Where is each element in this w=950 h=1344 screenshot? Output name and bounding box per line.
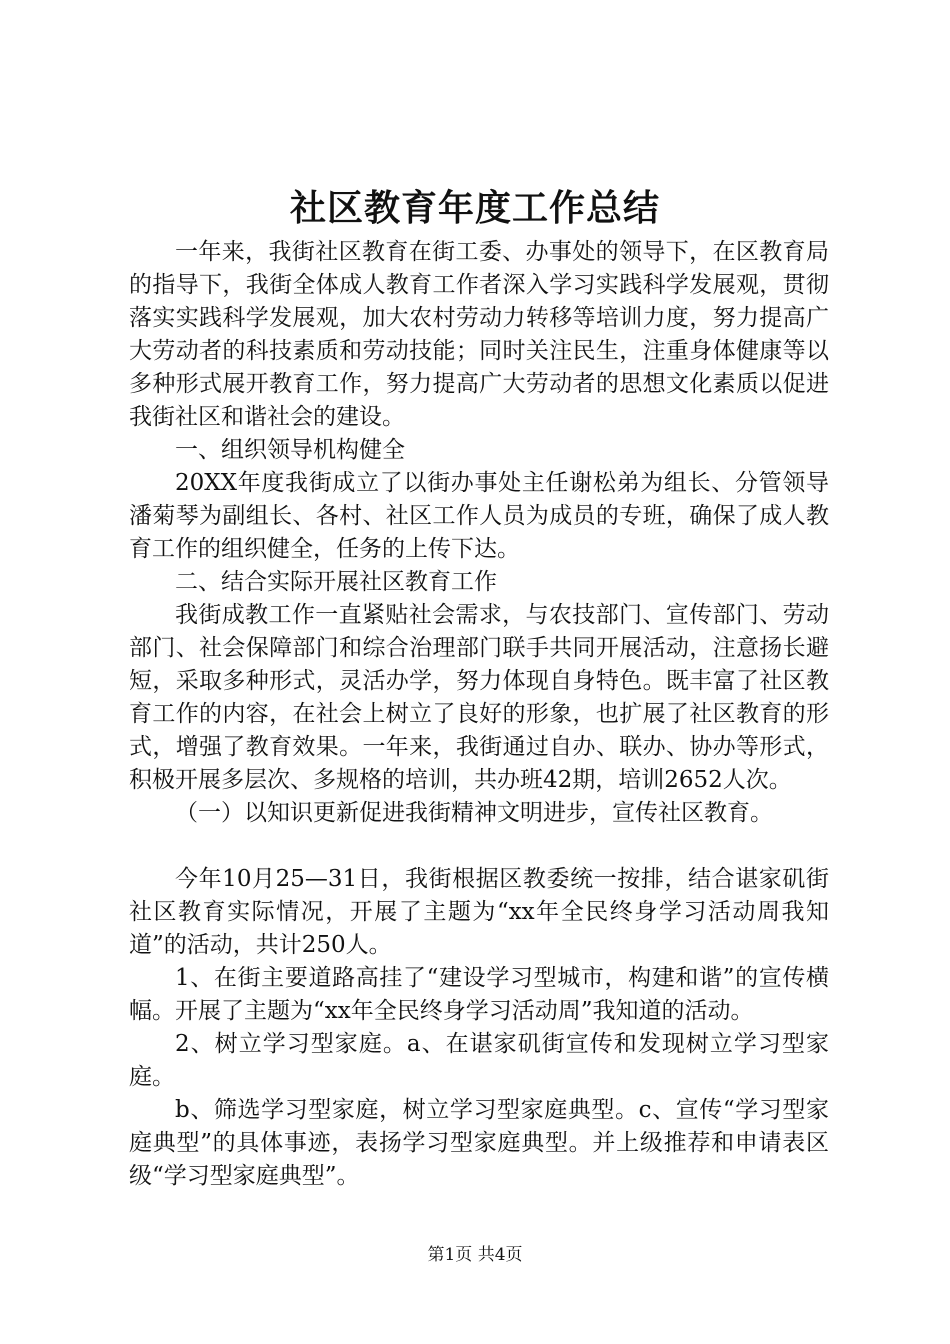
paragraph-activity-week: 今年10月25—31日，我街根据区教委统一按排，结合谌家矶街社区教育实际情况，开展了主题为“xx年全民终身学习活动周我知道”的活动，共计250人。 (129, 866, 829, 958)
paragraph-item-1: 1、在街主要道路高挂了“建设学习型城市，构建和谐”的宣传横幅。开展了主题为“xx年全民终身学习活动周”我知道的活动。 (129, 965, 829, 1024)
document-body (129, 236, 829, 1193)
paragraph-organization: 20XX年度我街成立了以街办事处主任谢松弟为组长、分管领导潘菊琴为副组长、各村、社区工作人员为成员的专班，确保了成人教育工作的组织健全，任务的上传下达。 (129, 470, 829, 562)
section-heading-practice: 二、结合实际开展社区教育工作 (175, 569, 497, 595)
subsection-heading-knowledge: （一）以知识更新促进我街精神文明进步，宣传社区教育。 (175, 800, 773, 826)
section-heading-organization: 一、组织领导机构健全 (175, 437, 405, 463)
document-title: 社区教育年度工作总结 (289, 187, 660, 229)
paragraph-practice: 我街成教工作一直紧贴社会需求，与农技部门、宣传部门、劳动部门、社会保障部门和综合治理部门联手共同开展活动，注意扬长避短，采取多种形式，灵活办学，努力体现自身特色。既丰富了社区教育工作的内容，在社会上树立了良好的形象，也扩展了社区教育的形式，增强了教育效果。一年来，我街通过自办、联办、协办等形式，积极开展多层次、多规格的培训，共办班42期，培训2652人次。 (129, 602, 829, 793)
paragraph-item-2b: b、筛选学习型家庭，树立学习型家庭典型。c、宣传“学习型家庭典型”的具体事迹，表扬学习型家庭典型。并上级推荐和申请表区级“学习型家庭典型”。 (129, 1097, 829, 1189)
page-footer: 第1页 共4页 (427, 1245, 523, 1265)
paragraph-item-2: 2、树立学习型家庭。a、在谌家矶街宣传和发现树立学习型家庭。 (129, 1031, 829, 1090)
paragraph-intro: 一年来，我街社区教育在街工委、办事处的领导下，在区教育局的指导下，我街全体成人教育工作者深入学习实践科学发展观，贯彻落实实践科学发展观，加大农村劳动力转移等培训力度，努力提高广大劳动者的科技素质和劳动技能；同时关注民生，注重身体健康等以多种形式展开教育工作，努力提高广大劳动者的思想文化素质以促进我街社区和谐社会的建设。 (129, 239, 829, 430)
